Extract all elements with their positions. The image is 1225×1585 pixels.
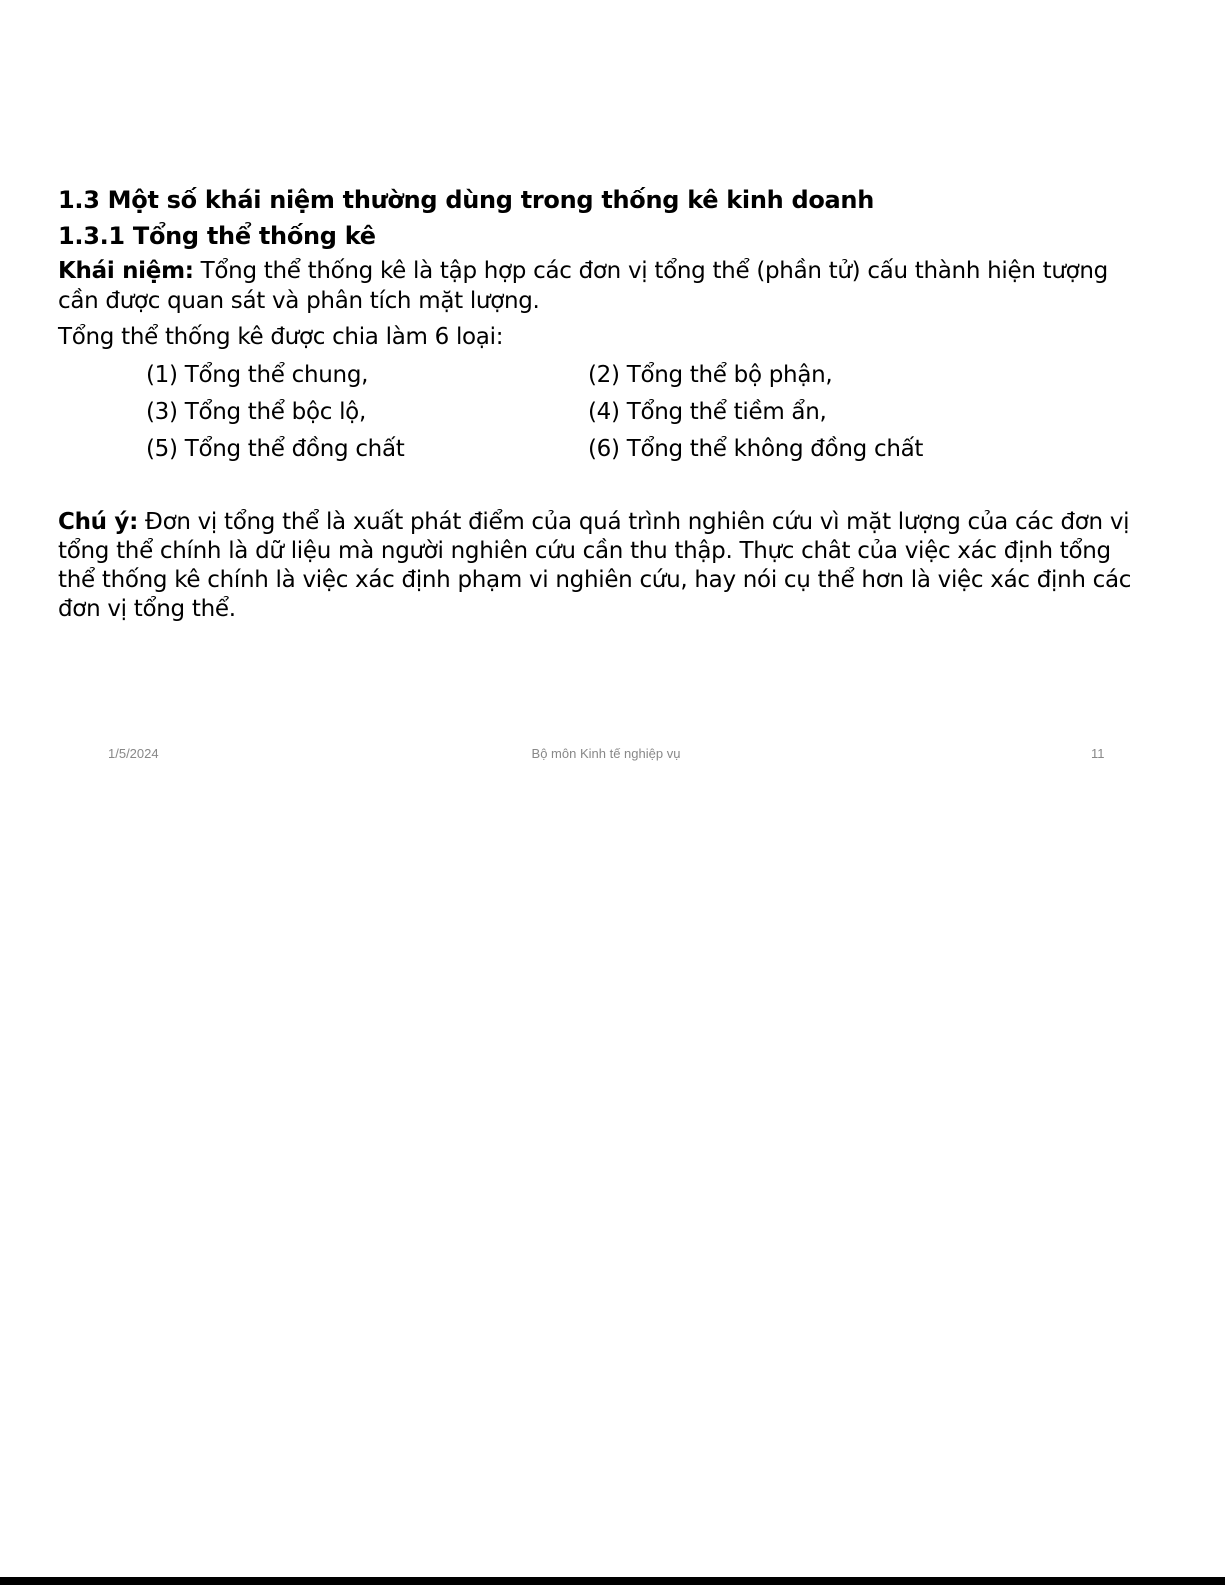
- note-paragraph: [58, 508, 1138, 624]
- section-heading: 1.3 Một số khái niệm thường dùng trong thống kê kinh doanh: [58, 186, 875, 214]
- types-list: [146, 360, 1138, 464]
- footer-page-number: 11: [1091, 746, 1105, 761]
- page-bottom-border: [0, 1577, 1225, 1585]
- note-label: Chú ý:: [58, 509, 139, 535]
- note-text: Đơn vị tổng thể là xuất phát điểm của quá trình nghiên cứu vì mặt lượng của các đơn vị tổng thể chính là dữ liệu mà người nghiên cứu cần thu thập. Thực chât của việc xác định tổng thể thống kê chính là việc xác định phạm vi nghiên cứu, hay nói cụ thể hơn là việc xác định các đơn vị tổng thể.: [58, 509, 1132, 622]
- type-item: (6) Tổng thể không đồng chất: [588, 436, 924, 462]
- type-item: (1) Tổng thể chung,: [146, 362, 369, 388]
- type-item: (5) Tổng thể đồng chất: [146, 436, 405, 462]
- types-intro: Tổng thể thống kê được chia làm 6 loại:: [58, 324, 504, 350]
- concept-paragraph: [58, 256, 1138, 316]
- type-item: (3) Tổng thể bộc lộ,: [146, 399, 366, 425]
- concept-text: Tổng thể thống kê là tập hợp các đơn vị tổng thể (phần tử) cấu thành hiện tượng cần được quan sát và phân tích mặt lượng.: [58, 258, 1108, 314]
- subsection-heading: 1.3.1 Tổng thể thống kê: [58, 222, 376, 250]
- type-item: (4) Tổng thể tiềm ẩn,: [588, 399, 827, 425]
- footer-date: 1/5/2024: [108, 746, 159, 761]
- slide-footer: [0, 746, 1225, 766]
- type-item: (2) Tổng thể bộ phận,: [588, 362, 833, 388]
- footer-department: Bộ môn Kinh tế nghiệp vụ: [531, 746, 681, 761]
- concept-label: Khái niệm:: [58, 258, 194, 284]
- slide-content: [58, 184, 1138, 630]
